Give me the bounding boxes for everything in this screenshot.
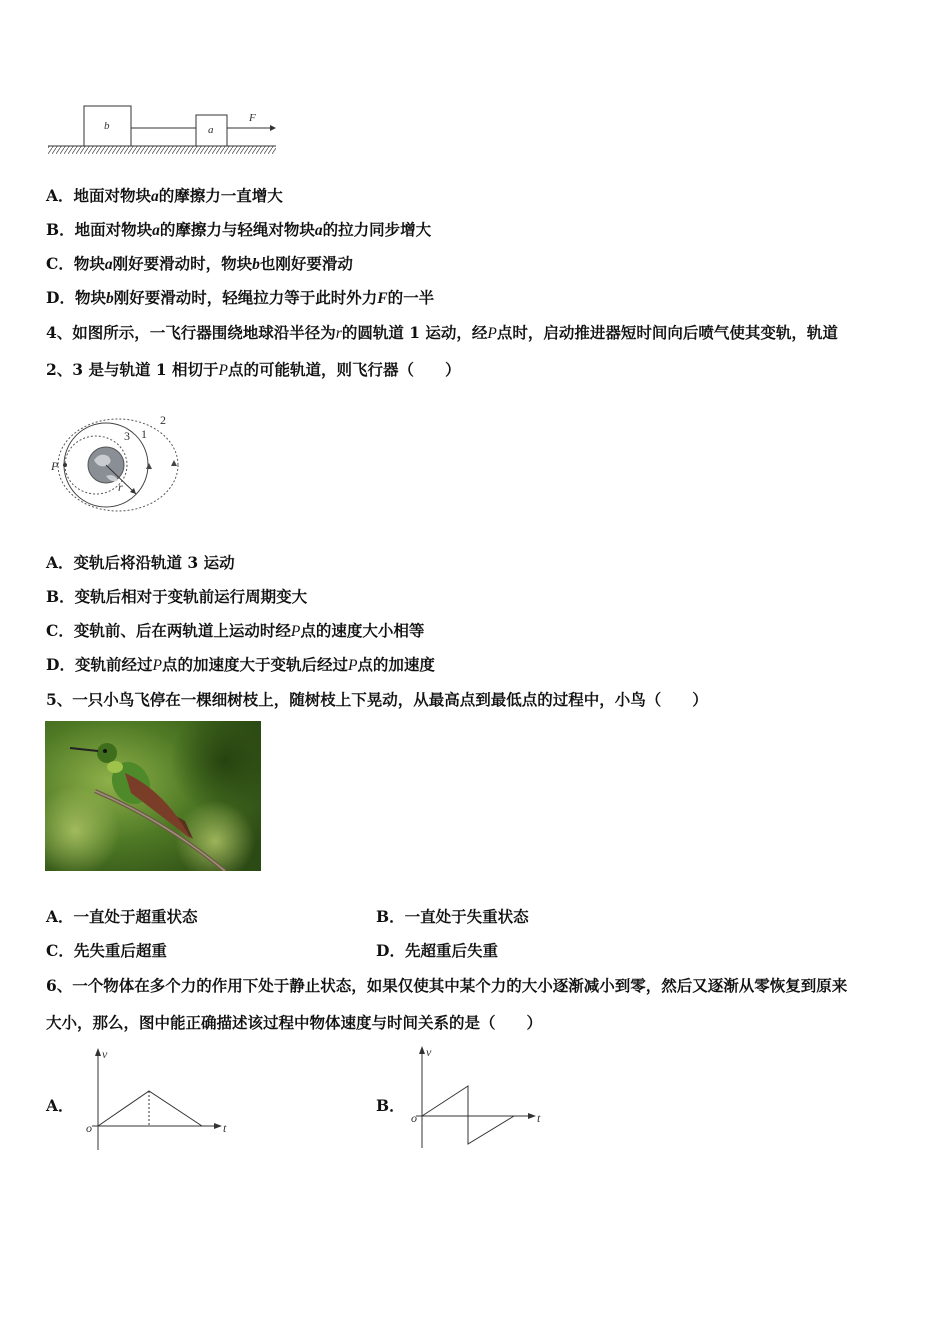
label-r: r bbox=[118, 480, 123, 494]
label-b: b bbox=[104, 120, 110, 132]
q3-blocks-figure bbox=[44, 100, 284, 160]
q6-option-b-letter: B． bbox=[376, 1096, 405, 1115]
q6-graph-a bbox=[84, 1046, 234, 1152]
ground-hatch bbox=[48, 146, 276, 154]
axis-label-v: v bbox=[102, 1047, 108, 1061]
q5-option-c: C．先失重后超重 bbox=[46, 941, 167, 960]
q3-option-b: B．地面对物块a的摩擦力与轻绳对物块a的拉力同步增大 bbox=[46, 220, 432, 239]
point-P bbox=[63, 463, 67, 467]
label-2: 2 bbox=[160, 413, 166, 427]
q6-stem-line1: 6、一个物体在多个力的作用下处于静止状态，如果仅使其中某个力的大小逐渐减小到零，然后又逐渐从零恢复到原来 bbox=[46, 976, 848, 995]
bird-head bbox=[97, 743, 117, 763]
q5-option-b: B．一直处于失重状态 bbox=[376, 907, 529, 926]
v-t-curve bbox=[422, 1086, 514, 1144]
label-a: a bbox=[208, 124, 214, 136]
q4-option-a: A．变轨后将沿轨道 3 运动 bbox=[46, 553, 235, 572]
hummingbird-photo bbox=[45, 721, 261, 871]
q3-option-c: C．物块a刚好要滑动时，物块b也刚好要滑动 bbox=[46, 254, 353, 273]
force-arrowhead bbox=[270, 125, 276, 131]
q5-stem: 5、一只小鸟飞停在一棵细树枝上，随树枝上下晃动，从最高点到最低点的过程中，小鸟（ ） bbox=[46, 690, 708, 709]
label-F: F bbox=[249, 112, 256, 124]
axis-label-v: v bbox=[426, 1045, 432, 1059]
label-3: 3 bbox=[124, 429, 130, 443]
q6-graph-b bbox=[408, 1044, 548, 1150]
q4-option-b: B．变轨后相对于变轨前运行周期变大 bbox=[46, 587, 308, 606]
q3-option-d: D．物块b刚好要滑动时，轻绳拉力等于此时外力F的一半 bbox=[46, 288, 435, 307]
label-1: 1 bbox=[141, 427, 147, 441]
q4-option-c: C．变轨前、后在两轨道上运动时经P点的速度大小相等 bbox=[46, 621, 425, 640]
label-P: P bbox=[51, 459, 59, 473]
q5-option-d: D．先超重后失重 bbox=[376, 941, 498, 960]
origin-label: o bbox=[86, 1121, 92, 1135]
q4-stem-line2: 2、3 是与轨道 1 相切于P点的可能轨道，则飞行器（ ） bbox=[46, 360, 461, 379]
v-t-curve bbox=[98, 1091, 202, 1126]
orbit-arrow-1 bbox=[146, 463, 152, 469]
q4-stem-line1: 4、如图所示，一飞行器围绕地球沿半径为r的圆轨道 1 运动，经P点时，启动推进器短时间向后喷气使其变轨，轨道 bbox=[46, 323, 838, 342]
q6-option-a-letter: A． bbox=[46, 1096, 74, 1115]
q3-option-a: A．地面对物块a的摩擦力一直增大 bbox=[46, 186, 283, 205]
q4-orbit-figure bbox=[46, 408, 196, 518]
q5-option-a: A．一直处于超重状态 bbox=[46, 907, 198, 926]
orbit-arrow-2 bbox=[171, 460, 177, 466]
q4-option-d: D．变轨前经过P点的加速度大于变轨后经过P点的加速度 bbox=[46, 655, 435, 674]
q6-stem-line2: 大小，那么，图中能正确描述该过程中物体速度与时间关系的是（ ） bbox=[46, 1013, 543, 1032]
axis-label-t: t bbox=[223, 1121, 227, 1135]
origin-label: o bbox=[411, 1111, 417, 1125]
axis-label-t: t bbox=[537, 1111, 541, 1125]
